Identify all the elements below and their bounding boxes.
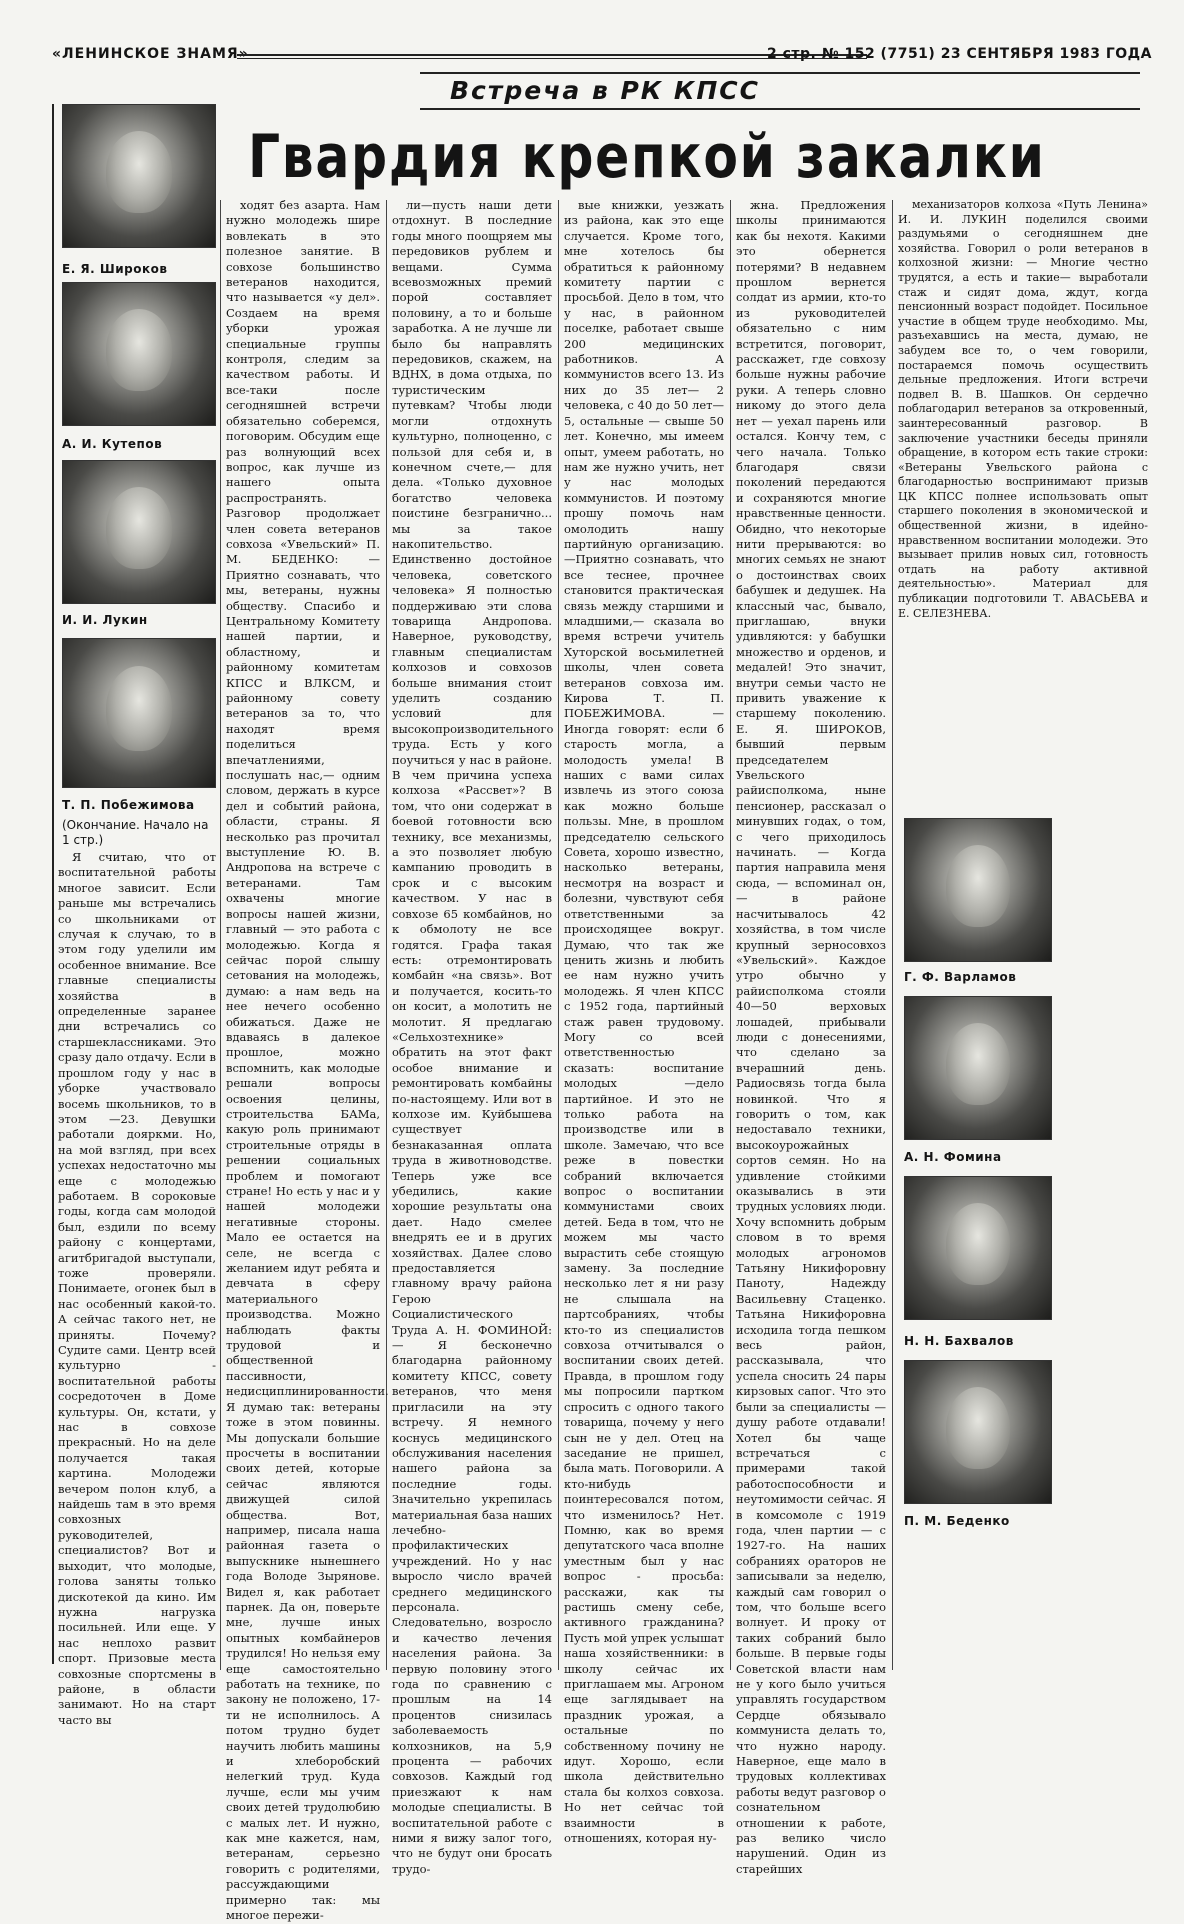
- caption-bedenko: П. М. Беденко: [904, 1514, 1010, 1528]
- column-rule: [558, 200, 559, 1670]
- caption-shirokov: Е. Я. Широков: [62, 262, 168, 276]
- column-rule: [892, 200, 893, 1670]
- photo-varlamov: [904, 818, 1052, 962]
- column-rule: [220, 200, 221, 1670]
- article-column-3: [392, 198, 554, 1876]
- left-frame-rule: [52, 104, 54, 1664]
- caption-kutepov: А. И. Кутепов: [62, 437, 163, 451]
- article-column-6: [898, 198, 1148, 790]
- column-4-text: вые книжки, уезжать из района, как это еще случается. Кроме того, мне хотелось бы обратиться к районному комитету партии с просьбой. Дело в том, что у нас, в районном поселке, работает свыше 200 медицинских работников. А коммунистов всего 13. Из них до 35 лет— 2 человека, с 40 до 50 лет—5, остальные — свыше 50 лет. Конечно, мы имеем опыт, умеем работать, но нам же нужно учить, нет у нас молодых коммунистов. И поэтому прошу помочь нам омолодить нашу партийную организацию. —Приятно сознавать, что все теснее, прочнее становится практическая связь между старшими и младшими,— сказала во время встречи учитель Хуторской восьмилетней школы, член совета ветеранов совхоза им. Кирова Т. П. ПОБЕЖИМОВА. — Иногда говорят: если б старость могла, а молодость умела! В наших с вами силах извлечь из этого союза как можно больше пользы. Мне, в прошлом председателю сельского Совета, хорошо известно, насколько ветераны, несмотря на возраст и болезни, чувствуют себя ответственными за происходящее вокруг. Думаю, что так же ценить жизнь и любить ее нам нужно учить молодежь. Я член КПСС с 1952 года, партийный стаж равен трудовому. Могу со всей ответственностью сказать: воспитание молодых —дело партийное. И это не только работа на производстве или в школе. Замечаю, что все реже в повестки собраний включается вопрос о воспитании коммунистами своих детей. Беда в том, что не можем мы часто вырастить себе стоящую замену. За последние несколько лет я ни разу не слышала на партсобраниях, чтобы кто-то из специалистов совхоза отчитывался о воспитании своих детей. Правда, в прошлом году мы попросили партком спросить с одного такого товарища, почему у него сын не у дел. Отец на заседание не пришел, была мать. Поговорили. А кто-нибудь поинтересовался потом, что изменилось? Нет. Помню, как во время депутатского часа вполне уместным был у нас вопрос - просьба: расскажи, как ты растишь смену себе, активного гражданина? Пусть мой упрек услышат наша хозяйственники: в школу сейчас их приглашаем мы. Агроном еще заглядывает на праздник урожая, а остальные по собственному почину не идут. Хорошо, если школа действительно стала бы колхоз совхоза. Но нет сейчас той взаимности в отношениях, которая ну-: [564, 198, 724, 1846]
- article-column-4: [564, 198, 724, 1846]
- article-column-2: [226, 198, 389, 1923]
- column-3-text: ли—пусть наши дети отдохнут. В последние годы много поощряем мы передовиков рублем и вещами. Сумма всевозможных премий порой составляет половину, а то и больше заработка. А не лучше ли было бы направлять передовиков, скажем, на ВДНХ, в дома отдыха, по туристическим путевкам? Чтобы люди могли отдохнуть культурно, полноценно, с пользой для себя и, в конечном счете,— для дела. «Только духовное богатство человека поистине безгранично... мы за такое накопительство. Единственно достойное человека, советского человека» Я полностью поддерживаю эти слова товарища Андропова. Наверное, руководству, главным специалистам колхозов и совхозов больше внимания стоит уделить созданию условий для высокопроизводительного труда. Есть у кого поучиться у нас в районе. В чем причина успеха колхоза «Рассвет»? В том, что они содержат в боевой готовности всю технику, все механизмы, а это позволяет любую кампанию проводить в срок и с высоким качеством. У нас в совхозе 65 комбайнов, но к обмолоту не все годятся. Графа такая есть: отремонтировать комбайн «на связь». Вот и получается, косить-то он косит, а молотить не молотит. Я предлагаю «Сельхозтехнике» обратить на этот факт особое внимание и ремонтировать комбайны по-настоящему. Или вот в колхозе им. Куйбышева существует безнаказанная оплата труда в животноводстве. Теперь уже все убедились, какие хорошие результаты она дает. Надо смелее внедрять ее и в других хозяйствах. Далее слово предоставляется главному врачу района Герою Социалистического Труда А. Н. ФОМИНОЙ: — Я бесконечно благодарна районному комитету КПСС, совету ветеранов, что меня пригласили на эту встречу. Я немного коснусь медицинского обслуживания населения нашего района за последние годы. Значительно укрепилась материальная база наших лечебно-профилактических учреждений. Но у нас выросло число врачей среднего медицинского персонала. Следовательно, возросло и качество лечения населения района. За первую половину этого года по сравнению с прошлым на 14 процентов снизилась заболеваемость колхозников, на 5,9 процента — рабочих совхозов. Каждый год приезжают к нам молодые специалисты. В воспитательной работе с ними я вижу залог того, что не будут они бросать трудо-: [392, 198, 554, 1876]
- newspaper-name: «ЛЕНИНСКОЕ ЗНАМЯ»: [52, 46, 249, 62]
- column-rule: [386, 200, 387, 1670]
- photo-fomina: [904, 996, 1052, 1140]
- column-5-text: жна. Предложения школы принимаются как бы нехотя. Какими это обернется потерями? В недавнем прошлом вернется солдат из армии, кто-то из руководителей обязательно с ним встретится, поговорит, расскажет, где совхозу больше нужны рабочие руки. А теперь словно никому до этого дела нет — уехал парень или остался. Кончу тем, с чего начала. Только благодаря связи поколений передаются и сохраняются многие нравственные ценности. Обидно, что некоторые нити прерываются: во многих семьях не знают о достоинствах своих бабушек и дедушек. На классный час, бывало, приглашаю, внуки удивляются: у бабушки множество и орденов, и медалей! Это значит, внутри семьи часто не привить уважение к старшему поколению. Е. Я. ШИРОКОВ, бывший первым председателем Увельского райисполкома, ныне пенсионер, рассказал о минувших годах, о том, с чего приходилось начинать. — Когда партия направила меня сюда, — вспоминал он, — в районе насчитывалось 42 хозяйства, в том числе крупный зерносовхоз «Увельский». Каждое утро обычно у райисполкома стояли 40—50 верховых лошадей, прибывали люди с донесениями, что сделано за вчерашний день. Радиосвязь тогда была новинкой. Что я говорить о том, как недоставало техники, высокоурожайных сортов семян. Но на удивление стойкими оказывались в эти трудных условиях люди. Хочу вспомнить добрым словом в то время молодых агрономов Татьяну Никифоровну Паноту, Надежду Васильевну Стаценко. Татьяна Никифоровна исходила тогда пешком весь район, рассказывала, что успела сносить 24 пары кирзовых сапог. Что это были за специалисты — душу работе отдавали! Хотел бы чаще встречаться с примерами такой работоспособности и неутомимости сейчас. Я в комсомоле с 1919 года, член партии — с 1927-го. На наших собраниях ораторов не записывали за неделю, каждый сам говорил о том, что больше всего волнует. И проку от таких собраний было больше. В первые годы Советской власти нам не у кого было учиться управлять государством Сердце обязывало коммуниста делать то, что нужно народу. Наверное, еще мало в трудовых коллективах работы ведут разговор о сознательном отношении к работе, раз велико число нарушений. Один из старейших: [736, 198, 886, 1876]
- rubric-text: Встреча в РК КПСС: [450, 76, 760, 105]
- masthead: [52, 44, 1152, 66]
- caption-bakhvalov: Н. Н. Бахвалов: [904, 1334, 1014, 1348]
- photo-pobezhimova: [62, 638, 216, 788]
- column-rule: [730, 200, 731, 1670]
- caption-fomina: А. Н. Фомина: [904, 1150, 1002, 1164]
- continuation-note: (Окончание. Начало на 1 стр.): [62, 818, 209, 847]
- article-column-5: [736, 198, 886, 1876]
- caption-varlamov: Г. Ф. Варламов: [904, 970, 1017, 984]
- photo-bakhvalov: [904, 1176, 1052, 1320]
- photo-lukin: [62, 460, 216, 604]
- column-1-text: Я считаю, что от воспитательной работы многое зависит. Если раньше мы встречались со школьниками от случая к случаю, то в этом году уделили им особенное внимание. Все главные специалисты хозяйства в определенные заранее дни встречались со старшеклассниками. Это сразу дало отдачу. Если в прошлом году у нас в уборке участвовало восемь школьников, то в этом —23. Девушки работали дояркми. Но, на мой взгляд, при всех успехах недостаточно мы еще с молодежью работаем. В сороковые годы, когда сам молодой был, ездили по всему району с концертами, агитбригадой выступали, тоже проверяли. Понимаете, огонек был в нас особенный какой-то. А сейчас такого нет, не приняты. Почему? Судите сами. Центр всей культурно - воспитательной работы сосредоточен в Доме культуры. Он, кстати, у нас в совхозе прекрасный. Но на деле получается такая картина. Молодежи вечером полон клуб, а найдешь там в это время совхозных руководителей, специалистов? Вот и выходит, что молодые, голова заняты только дискотекой да кино. Им нужна нагрузка посильней. Или еще. У нас неплохо развит спорт. Призовые места совхозные спортсмены в районе, в области занимают. Но на старт часто вы: [58, 850, 217, 1727]
- rubric-banner: [420, 72, 1140, 110]
- photo-kutepov: [62, 282, 216, 426]
- caption-pobezhimova: Т. П. Побежимова: [62, 798, 195, 812]
- caption-lukin: И. И. Лукин: [62, 613, 148, 627]
- column-2-text: ходят без азарта. Нам нужно молодежь шире вовлекать в это полезное занятие. В совхозе большинство ветеранов находится, что называется «у дел». Создаем на время уборки урожая специальные группы контроля, следим за качеством работы. И все-таки после сегодняшней встречи обязательно соберемся, поговорим. Обсудим еще раз волнующий всех вопрос, как лучше из нашего опыта распространять. Разговор продолжает член совета ветеранов совхоза «Увельский» П. М. БЕДЕНКО: — Приятно сознавать, что мы, ветераны, нужны обществу. Спасибо и Центральному Комитету нашей партии, и областному, и районному комитетам КПСС и ВЛКСМ, и районному совету ветеранов за то, что находят время поделиться впечатлениями, послушать нас,— одним словом, держать в курсе дел и событий района, области, страны. Я несколько раз прочитал выступление Ю. В. Андропова на встрече с ветеранами. Там охвачены многие вопросы нашей жизни, главный — это работа с молодежью. Когда я сейчас порой слышу сетования на молодежь, думаю: а нам ведь на нее нечего особенно обижаться. Даже не вдаваясь в далекое прошлое, можно вспомнить, как молодые решали вопросы освоения целины, строительства БАМа, какую роль принимают строительные отряды в решении социальных проблем и помогают стране! Но есть у нас и у нашей молодежи негативные стороны. Мало ее остается на селе, не всегда с желанием идут ребята и девчата в сферу материального производства. Можно наблюдать факты трудовой и общественной пассивности, недисциплинированности. Я думаю так: ветераны тоже в этом повинны. Мы допускали большие просчеты в воспитании своих детей, которые сейчас являются движущей силой общества. Вот, например, писала наша районная газета о выпускнике нынешнего года Володе Зырянове. Видел я, как работает парнек. Да он, поверьте мне, лучше иных опытных комбайнеров трудился! Но нельзя ему еще самостоятельно работать на технике, по закону не положено, 17-ти не исполнилось. А потом трудно будет научить любить машины и хлеборобский нелегкий труд. Куда лучше, если мы учим своих детей трудолюбию с малых лет. И нужно, как мне кажется, нам, ветеранам, серьезно говорить с родителями, рассуждающими примерно так: мы многое пережи-: [226, 198, 389, 1923]
- photo-bedenko: [904, 1360, 1052, 1504]
- photo-shirokov: [62, 104, 216, 248]
- issue-info: 2 стр. № 152 (7751) 23 СЕНТЯБРЯ 1983 ГОДА: [767, 46, 1152, 62]
- article-column-1: [58, 850, 217, 1727]
- headline: Гвардия крепкой закалки: [248, 122, 1046, 192]
- column-6-text: механизаторов колхоза «Путь Ленина» И. И. ЛУКИН поделился своими раздумьями о сегодняшнем дне хозяйства. Говорил о роли ветеранов в колхозной жизни: — Многие честно трудятся, а есть и такие— выработали стаж и сидят дома, ждут, когда пенсионный возраст подойдет. Посильное участие в общем труде необходимо. Мы, разъехавшись на места, думаю, не забудем все то, о чем говорили, постараемся помочь осуществить дельные предложения. Итоги встречи подвел В. В. Шашков. Он сердечно поблагодарил ветеранов за откровенный, заинтересованный разговор. В заключение участники беседы приняли обращение, в котором есть такие строки: «Ветераны Увельского района с благодарностью воспринимают призыв ЦК КПСС полнее использовать опыт старшего поколения в экономической и общественной жизни, в идейно-нравственном воспитании молодежи. Это вызывает прилив новых сил, готовность отдать на работу активной деятельностью». Материал для публикации подготовили Т. АВАСЬЕВА и Е. СЕЛЕЗНЕВА.: [898, 198, 1148, 620]
